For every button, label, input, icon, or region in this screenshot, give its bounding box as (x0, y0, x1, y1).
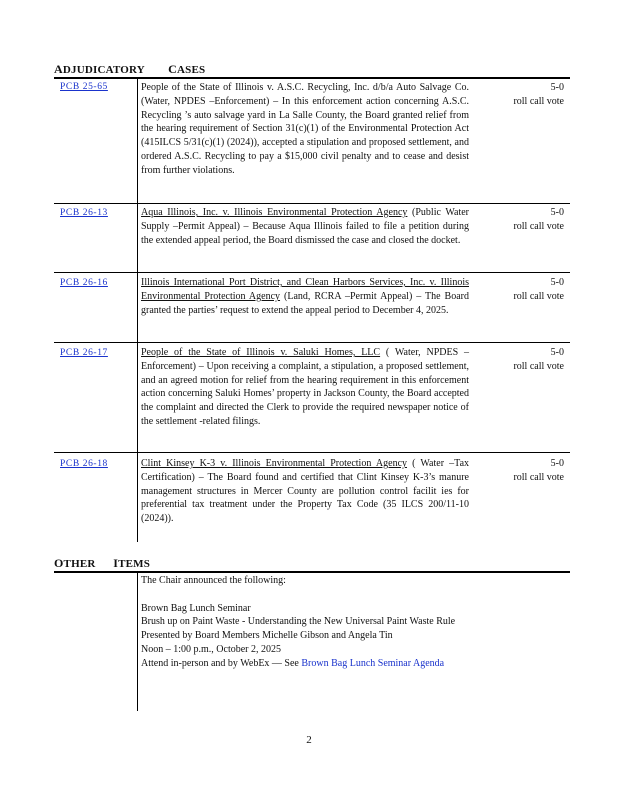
column-divider (137, 79, 138, 542)
row-divider (54, 452, 570, 453)
event-attend: Attend in-person and by WebEx — See Brown Bag Lunch Seminar Agenda (141, 657, 445, 669)
heading-rule (54, 77, 570, 79)
other-items-content (141, 574, 471, 671)
column-divider (137, 573, 138, 711)
row-divider (54, 272, 570, 273)
case-title: People of the State of Illinois v. A.S.C. Recycling, Inc. d/b/a Auto Salvage Co. (141, 82, 469, 93)
case-link-pcb-25-65[interactable]: PCB 25-65 (60, 82, 108, 92)
event-presenters: Presented by Board Members Michelle Gibson and Angela Tin (141, 630, 393, 642)
event-time: Noon – 1:00 p.m., October 2, 2025 (141, 643, 281, 655)
case-title: Clint Kinsey K-3 v. Illinois Environmental Protection Agency (141, 458, 408, 469)
case-description (141, 276, 469, 317)
case-title: People of the State of Illinois v. Saluki Homes, LLC (141, 347, 381, 358)
case-link-pcb-26-16[interactable]: PCB 26-16 (60, 278, 108, 288)
vote-result: 5-0 roll call vote (513, 347, 564, 372)
vote-result: 5-0 roll call vote (513, 458, 564, 483)
event-topic: Brush up on Paint Waste - Understanding the New Universal Paint Waste Rule (141, 616, 456, 628)
case-body: (Land, RCRA –Permit Appeal) – The Board granted the parties’ request to extend the appeal period to December 4, 2025. (141, 290, 469, 316)
case-title: Aqua Illinois, Inc. v. Illinois Environmental Protection Agency (141, 207, 408, 218)
heading-rule (54, 571, 570, 573)
event-title: Brown Bag Lunch Seminar (141, 602, 251, 614)
section-heading-adjudicatory: ADJUDICATORY CASES (54, 62, 206, 76)
case-link-pcb-26-13[interactable]: PCB 26-13 (60, 208, 108, 218)
case-title: Illinois International Port District, and Clean Harbors Services, Inc. v. Illinois Environmental Protection Agency (141, 277, 469, 302)
vote-result: 5-0 roll call vote (513, 82, 564, 107)
case-link-pcb-26-17[interactable]: PCB 26-17 (60, 348, 108, 358)
case-body: ( Water –Tax Certification) – The Board found and certified that Clint Kinsey K-3’s manure management structures in Mercer County are pollution control facilit ies for preferential tax treatment under the Property Tax Code (35 ILCS 200/11-10 (2024)). (141, 458, 470, 525)
case-link-pcb-26-18[interactable]: PCB 26-18 (60, 459, 108, 469)
case-description (141, 81, 469, 178)
case-body: (Public Water Supply –Permit Appeal) – Because Aqua Illinois failed to file a petition during the extended appeal period, the Board dismissed the case and closed the docket. (141, 207, 469, 246)
case-body: ( Water, NPDES –Enforcement) – Upon receiving a complaint, a stipulation, a proposed settlement, and an agreed motion for relief from the hearing requirement in this enforcement action concerning Saluki Homes’ property in Jackson County, the Board accepted the complaint and directed the Clerk to provide the required newspaper notice of the settlement -related filings. (141, 347, 469, 427)
section-heading-other-items: OTHER ITEMS (54, 556, 151, 570)
case-description (141, 457, 469, 526)
case-description (141, 346, 469, 429)
row-divider (54, 203, 570, 204)
case-body: (Water, NPDES –Enforcement) – In this enforcement action concerning A.S.C. Recycling ’s auto salvage yard in La Salle County, the Board granted relief from the hearing requirement of Section 31(c)(1) of the Environmental Protection Act (415ILCS 5/31(c)(1) (2024)), accepted a stipulation and proposed settlement, and ordered A.S.C. Recycling to pay a $15,000 civil penalty and to cease and desist from further violations. (141, 95, 469, 176)
page-number: 2 (306, 734, 312, 746)
seminar-agenda-link[interactable]: Brown Bag Lunch Seminar Agenda (301, 657, 445, 669)
row-divider (54, 342, 570, 343)
announcement: The Chair announced the following: (141, 575, 286, 586)
vote-result: 5-0 roll call vote (513, 277, 564, 302)
case-description (141, 206, 469, 247)
vote-result: 5-0 roll call vote (513, 207, 564, 232)
